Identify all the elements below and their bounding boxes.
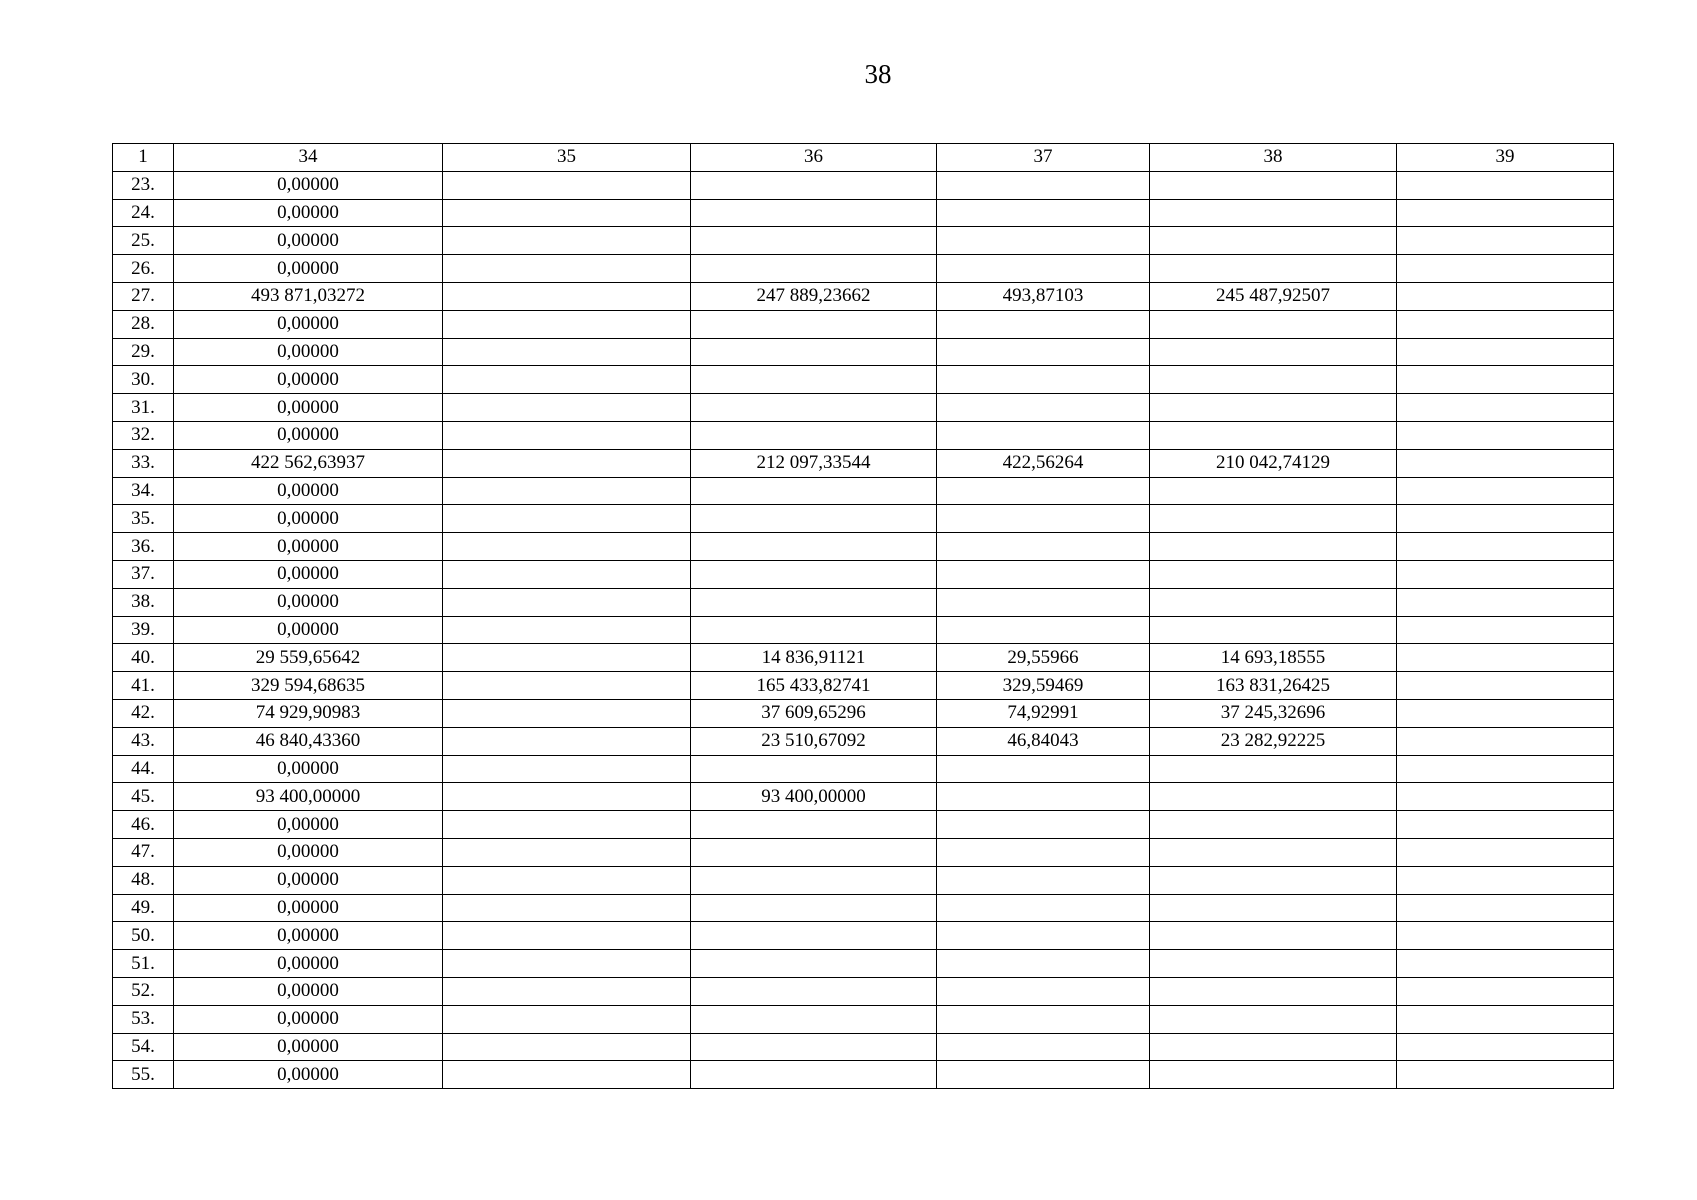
cell-col-39 — [1397, 366, 1614, 394]
row-number-cell: 34. — [113, 477, 174, 505]
cell-col-35 — [443, 310, 691, 338]
cell-col-37 — [937, 533, 1150, 561]
cell-col-35 — [443, 727, 691, 755]
cell-col-37 — [937, 588, 1150, 616]
table-row — [113, 449, 1614, 477]
table-row — [113, 838, 1614, 866]
cell-col-37 — [937, 338, 1150, 366]
cell-col-37 — [937, 227, 1150, 255]
cell-col-39 — [1397, 838, 1614, 866]
column-header: 34 — [174, 144, 443, 172]
cell-col-39 — [1397, 644, 1614, 672]
table-row — [113, 560, 1614, 588]
row-number-cell: 51. — [113, 950, 174, 978]
cell-col-36 — [691, 477, 937, 505]
cell-col-38: 37 245,32696 — [1150, 699, 1397, 727]
cell-col-34: 0,00000 — [174, 811, 443, 839]
cell-col-39 — [1397, 449, 1614, 477]
cell-col-34: 0,00000 — [174, 199, 443, 227]
cell-col-36 — [691, 199, 937, 227]
table-row — [113, 255, 1614, 283]
row-number-cell: 39. — [113, 616, 174, 644]
cell-col-35 — [443, 1033, 691, 1061]
cell-col-34: 0,00000 — [174, 838, 443, 866]
table-row — [113, 588, 1614, 616]
table-row — [113, 394, 1614, 422]
cell-col-34: 29 559,65642 — [174, 644, 443, 672]
cell-col-38 — [1150, 616, 1397, 644]
table-row — [113, 366, 1614, 394]
cell-col-37 — [937, 1061, 1150, 1089]
column-header: 1 — [113, 144, 174, 172]
cell-col-39 — [1397, 922, 1614, 950]
row-number-cell: 47. — [113, 838, 174, 866]
cell-col-39 — [1397, 533, 1614, 561]
cell-col-34: 0,00000 — [174, 533, 443, 561]
cell-col-36: 14 836,91121 — [691, 644, 937, 672]
column-header: 39 — [1397, 144, 1614, 172]
cell-col-35 — [443, 560, 691, 588]
cell-col-35 — [443, 199, 691, 227]
cell-col-36 — [691, 394, 937, 422]
cell-col-38 — [1150, 811, 1397, 839]
table-row — [113, 727, 1614, 755]
row-number-cell: 35. — [113, 505, 174, 533]
cell-col-37 — [937, 866, 1150, 894]
cell-col-39 — [1397, 282, 1614, 310]
cell-col-35 — [443, 977, 691, 1005]
cell-col-37 — [937, 199, 1150, 227]
cell-col-36 — [691, 505, 937, 533]
row-number-cell: 41. — [113, 672, 174, 700]
cell-col-37 — [937, 616, 1150, 644]
table-row — [113, 616, 1614, 644]
cell-col-34: 0,00000 — [174, 338, 443, 366]
cell-col-38 — [1150, 505, 1397, 533]
cell-col-34: 46 840,43360 — [174, 727, 443, 755]
cell-col-38 — [1150, 755, 1397, 783]
table-row — [113, 227, 1614, 255]
cell-col-36 — [691, 366, 937, 394]
cell-col-34: 0,00000 — [174, 366, 443, 394]
cell-col-34: 0,00000 — [174, 1033, 443, 1061]
cell-col-36 — [691, 421, 937, 449]
row-number-cell: 26. — [113, 255, 174, 283]
cell-col-37 — [937, 1005, 1150, 1033]
row-number-cell: 50. — [113, 922, 174, 950]
cell-col-38 — [1150, 1061, 1397, 1089]
table-row — [113, 977, 1614, 1005]
table-row — [113, 421, 1614, 449]
column-header: 37 — [937, 144, 1150, 172]
cell-col-39 — [1397, 588, 1614, 616]
row-number-cell: 49. — [113, 894, 174, 922]
cell-col-34: 0,00000 — [174, 755, 443, 783]
cell-col-36 — [691, 838, 937, 866]
cell-col-38 — [1150, 950, 1397, 978]
cell-col-38 — [1150, 838, 1397, 866]
column-header: 36 — [691, 144, 937, 172]
cell-col-34: 0,00000 — [174, 421, 443, 449]
cell-col-39 — [1397, 199, 1614, 227]
cell-col-37 — [937, 1033, 1150, 1061]
row-number-cell: 32. — [113, 421, 174, 449]
cell-col-37: 74,92991 — [937, 699, 1150, 727]
cell-col-35 — [443, 699, 691, 727]
cell-col-36 — [691, 533, 937, 561]
cell-col-36 — [691, 560, 937, 588]
cell-col-34: 0,00000 — [174, 1061, 443, 1089]
cell-col-38 — [1150, 977, 1397, 1005]
row-number-cell: 29. — [113, 338, 174, 366]
cell-col-39 — [1397, 227, 1614, 255]
cell-col-34: 0,00000 — [174, 588, 443, 616]
cell-col-39 — [1397, 1005, 1614, 1033]
row-number-cell: 45. — [113, 783, 174, 811]
cell-col-37: 46,84043 — [937, 727, 1150, 755]
cell-col-34: 0,00000 — [174, 477, 443, 505]
cell-col-39 — [1397, 866, 1614, 894]
cell-col-39 — [1397, 616, 1614, 644]
cell-col-35 — [443, 255, 691, 283]
cell-col-35 — [443, 838, 691, 866]
cell-col-34: 0,00000 — [174, 950, 443, 978]
cell-col-37 — [937, 366, 1150, 394]
cell-col-39 — [1397, 338, 1614, 366]
cell-col-35 — [443, 477, 691, 505]
cell-col-34: 0,00000 — [174, 310, 443, 338]
table-row — [113, 533, 1614, 561]
cell-col-35 — [443, 366, 691, 394]
cell-col-35 — [443, 227, 691, 255]
cell-col-39 — [1397, 394, 1614, 422]
table-row — [113, 866, 1614, 894]
cell-col-35 — [443, 672, 691, 700]
cell-col-36 — [691, 310, 937, 338]
column-header: 38 — [1150, 144, 1397, 172]
cell-col-34: 0,00000 — [174, 1005, 443, 1033]
row-number-cell: 37. — [113, 560, 174, 588]
row-number-cell: 36. — [113, 533, 174, 561]
cell-col-39 — [1397, 811, 1614, 839]
table-row — [113, 1005, 1614, 1033]
cell-col-39 — [1397, 1033, 1614, 1061]
table-row — [113, 894, 1614, 922]
cell-col-35 — [443, 811, 691, 839]
cell-col-36 — [691, 950, 937, 978]
table-row — [113, 672, 1614, 700]
cell-col-38 — [1150, 338, 1397, 366]
row-number-cell: 30. — [113, 366, 174, 394]
cell-col-36 — [691, 811, 937, 839]
cell-col-34: 0,00000 — [174, 922, 443, 950]
cell-col-35 — [443, 533, 691, 561]
cell-col-37: 422,56264 — [937, 449, 1150, 477]
data-table — [112, 143, 1614, 1089]
row-number-cell: 40. — [113, 644, 174, 672]
cell-col-38: 14 693,18555 — [1150, 644, 1397, 672]
cell-col-36 — [691, 755, 937, 783]
cell-col-37 — [937, 977, 1150, 1005]
table-row — [113, 755, 1614, 783]
cell-col-39 — [1397, 950, 1614, 978]
table-row — [113, 922, 1614, 950]
cell-col-38 — [1150, 366, 1397, 394]
cell-col-39 — [1397, 310, 1614, 338]
table-row — [113, 1061, 1614, 1089]
cell-col-36 — [691, 977, 937, 1005]
cell-col-39 — [1397, 477, 1614, 505]
cell-col-35 — [443, 922, 691, 950]
cell-col-39 — [1397, 977, 1614, 1005]
cell-col-37 — [937, 421, 1150, 449]
cell-col-38 — [1150, 1005, 1397, 1033]
table-row — [113, 1033, 1614, 1061]
column-header: 35 — [443, 144, 691, 172]
table-row — [113, 699, 1614, 727]
cell-col-37 — [937, 310, 1150, 338]
cell-col-35 — [443, 950, 691, 978]
cell-col-37 — [937, 811, 1150, 839]
table-row — [113, 282, 1614, 310]
cell-col-35 — [443, 449, 691, 477]
cell-col-39 — [1397, 1061, 1614, 1089]
cell-col-35 — [443, 171, 691, 199]
table-row — [113, 811, 1614, 839]
table-row — [113, 338, 1614, 366]
cell-col-37 — [937, 477, 1150, 505]
row-number-cell: 31. — [113, 394, 174, 422]
cell-col-34: 0,00000 — [174, 560, 443, 588]
header-row — [113, 144, 1614, 172]
cell-col-37 — [937, 922, 1150, 950]
cell-col-36: 212 097,33544 — [691, 449, 937, 477]
cell-col-35 — [443, 755, 691, 783]
cell-col-34: 0,00000 — [174, 255, 443, 283]
row-number-cell: 53. — [113, 1005, 174, 1033]
row-number-cell: 28. — [113, 310, 174, 338]
cell-col-35 — [443, 894, 691, 922]
cell-col-39 — [1397, 255, 1614, 283]
cell-col-36 — [691, 1033, 937, 1061]
cell-col-38 — [1150, 171, 1397, 199]
cell-col-34: 329 594,68635 — [174, 672, 443, 700]
cell-col-35 — [443, 421, 691, 449]
cell-col-38 — [1150, 255, 1397, 283]
cell-col-38 — [1150, 783, 1397, 811]
cell-col-35 — [443, 338, 691, 366]
row-number-cell: 55. — [113, 1061, 174, 1089]
cell-col-35 — [443, 1005, 691, 1033]
cell-col-36: 165 433,82741 — [691, 672, 937, 700]
cell-col-37 — [937, 950, 1150, 978]
cell-col-34: 0,00000 — [174, 894, 443, 922]
cell-col-39 — [1397, 699, 1614, 727]
cell-col-37 — [937, 505, 1150, 533]
cell-col-38 — [1150, 394, 1397, 422]
cell-col-34: 493 871,03272 — [174, 282, 443, 310]
cell-col-34: 0,00000 — [174, 977, 443, 1005]
row-number-cell: 42. — [113, 699, 174, 727]
row-number-cell: 48. — [113, 866, 174, 894]
cell-col-34: 0,00000 — [174, 171, 443, 199]
cell-col-38: 163 831,26425 — [1150, 672, 1397, 700]
row-number-cell: 43. — [113, 727, 174, 755]
cell-col-38 — [1150, 560, 1397, 588]
cell-col-36 — [691, 894, 937, 922]
cell-col-38 — [1150, 310, 1397, 338]
cell-col-37: 329,59469 — [937, 672, 1150, 700]
cell-col-37 — [937, 783, 1150, 811]
cell-col-35 — [443, 783, 691, 811]
cell-col-38 — [1150, 588, 1397, 616]
cell-col-35 — [443, 588, 691, 616]
cell-col-39 — [1397, 894, 1614, 922]
cell-col-36 — [691, 171, 937, 199]
cell-col-34: 422 562,63937 — [174, 449, 443, 477]
cell-col-36: 247 889,23662 — [691, 282, 937, 310]
cell-col-36 — [691, 255, 937, 283]
cell-col-38: 23 282,92225 — [1150, 727, 1397, 755]
cell-col-34: 0,00000 — [174, 505, 443, 533]
cell-col-36 — [691, 338, 937, 366]
row-number-cell: 46. — [113, 811, 174, 839]
cell-col-35 — [443, 282, 691, 310]
cell-col-39 — [1397, 171, 1614, 199]
cell-col-35 — [443, 394, 691, 422]
cell-col-34: 93 400,00000 — [174, 783, 443, 811]
cell-col-38 — [1150, 533, 1397, 561]
cell-col-38 — [1150, 421, 1397, 449]
cell-col-37 — [937, 394, 1150, 422]
cell-col-38: 210 042,74129 — [1150, 449, 1397, 477]
row-number-cell: 44. — [113, 755, 174, 783]
row-number-cell: 54. — [113, 1033, 174, 1061]
cell-col-35 — [443, 866, 691, 894]
table-row — [113, 199, 1614, 227]
cell-col-36: 37 609,65296 — [691, 699, 937, 727]
cell-col-39 — [1397, 755, 1614, 783]
cell-col-36 — [691, 616, 937, 644]
cell-col-34: 0,00000 — [174, 227, 443, 255]
row-number-cell: 27. — [113, 282, 174, 310]
cell-col-38 — [1150, 227, 1397, 255]
cell-col-37 — [937, 171, 1150, 199]
cell-col-34: 0,00000 — [174, 394, 443, 422]
cell-col-35 — [443, 1061, 691, 1089]
cell-col-34: 0,00000 — [174, 866, 443, 894]
cell-col-38 — [1150, 894, 1397, 922]
row-number-cell: 52. — [113, 977, 174, 1005]
table-row — [113, 644, 1614, 672]
row-number-cell: 33. — [113, 449, 174, 477]
cell-col-34: 0,00000 — [174, 616, 443, 644]
cell-col-36 — [691, 866, 937, 894]
cell-col-37: 493,87103 — [937, 282, 1150, 310]
table-row — [113, 477, 1614, 505]
cell-col-37 — [937, 838, 1150, 866]
table-body — [113, 144, 1614, 1089]
cell-col-39 — [1397, 727, 1614, 755]
cell-col-36 — [691, 588, 937, 616]
cell-col-39 — [1397, 783, 1614, 811]
cell-col-36: 23 510,67092 — [691, 727, 937, 755]
table-row — [113, 310, 1614, 338]
cell-col-38 — [1150, 199, 1397, 227]
table-row — [113, 171, 1614, 199]
cell-col-35 — [443, 616, 691, 644]
cell-col-37: 29,55966 — [937, 644, 1150, 672]
cell-col-34: 74 929,90983 — [174, 699, 443, 727]
row-number-cell: 25. — [113, 227, 174, 255]
cell-col-37 — [937, 755, 1150, 783]
cell-col-37 — [937, 894, 1150, 922]
cell-col-39 — [1397, 421, 1614, 449]
cell-col-36 — [691, 227, 937, 255]
row-number-cell: 24. — [113, 199, 174, 227]
cell-col-35 — [443, 644, 691, 672]
cell-col-35 — [443, 505, 691, 533]
row-number-cell: 23. — [113, 171, 174, 199]
cell-col-39 — [1397, 672, 1614, 700]
table-row — [113, 505, 1614, 533]
cell-col-37 — [937, 560, 1150, 588]
cell-col-38: 245 487,92507 — [1150, 282, 1397, 310]
cell-col-36 — [691, 922, 937, 950]
row-number-cell: 38. — [113, 588, 174, 616]
table-row — [113, 783, 1614, 811]
cell-col-38 — [1150, 1033, 1397, 1061]
cell-col-37 — [937, 255, 1150, 283]
cell-col-36 — [691, 1005, 937, 1033]
page-number: 38 — [864, 59, 892, 89]
cell-col-39 — [1397, 505, 1614, 533]
cell-col-38 — [1150, 477, 1397, 505]
cell-col-38 — [1150, 922, 1397, 950]
cell-col-36 — [691, 1061, 937, 1089]
table-row — [113, 950, 1614, 978]
cell-col-39 — [1397, 560, 1614, 588]
cell-col-36: 93 400,00000 — [691, 783, 937, 811]
cell-col-38 — [1150, 866, 1397, 894]
